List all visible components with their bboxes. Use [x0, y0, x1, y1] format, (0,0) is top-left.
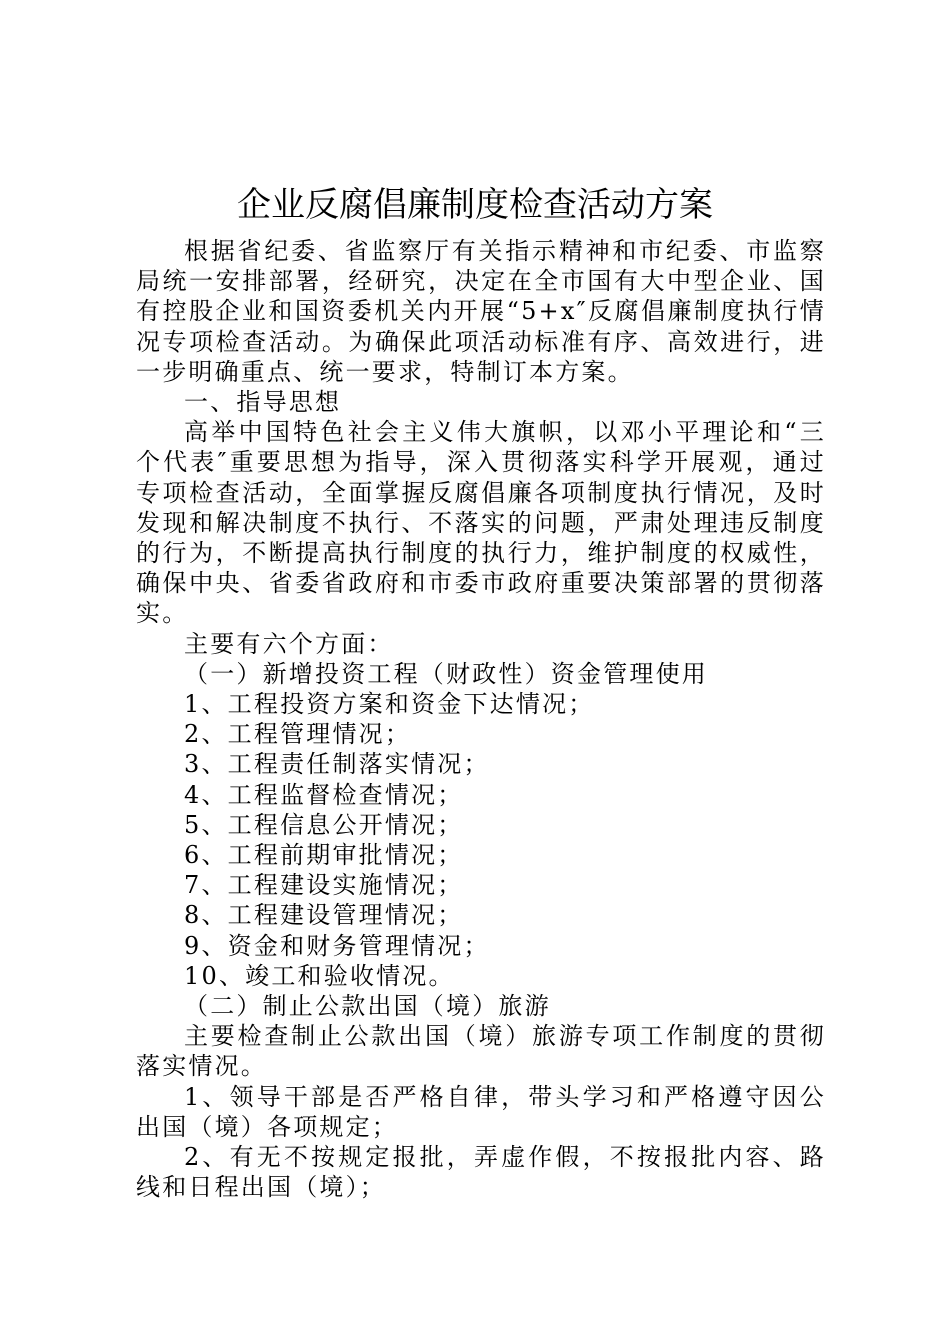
- document-title: 企业反腐倡廉制度检查活动方案: [237, 185, 713, 225]
- list-item: 5、工程信息公开情况；: [184, 810, 464, 839]
- list-item: 6、工程前期审批情况；: [184, 841, 464, 870]
- paragraph-intro: 根据省纪委、省监察厅有关指示精神和市纪委、市监察局统一安排部署，经研究，决定在全市国有大中型企业、国有控股企业和国资委机关内开展“5+x″反腐倡廉制度执行情况专项检查活动。为确保此项活动标准有序、高效进行，进一步明确重点、统一要求，特制订本方案。: [136, 237, 826, 386]
- list-item: 9、资金和财务管理情况；: [184, 931, 490, 960]
- subsection-heading-overseas-travel: （二）制止公款出国（境）旅游: [184, 992, 551, 1021]
- paragraph-guiding-ideology: 高举中国特色社会主义伟大旗帜，以邓小平理论和“三个代表″重要思想为指导，深入贯彻落实科学开展观，通过专项检查活动，全面掌握反腐倡廉各项制度执行情况，及时发现和解决制度不执行、不落实的问题，严肃处理违反制度的行为，不断提高执行制度的执行力，维护制度的权威性，确保中央、省委省政府和市委市政府重要决策部署的贯彻落实。: [136, 418, 826, 628]
- paragraph-six-aspects: 主要有六个方面：: [184, 629, 394, 658]
- list-item: 2、有无不按规定报批，弄虚作假，不按报批内容、路线和日程出国（境）；: [136, 1143, 826, 1202]
- list-item: 1、领导干部是否严格自律，带头学习和严格遵守因公出国（境）各项规定；: [136, 1082, 826, 1141]
- list-item: 8、工程建设管理情况；: [184, 901, 464, 930]
- list-item: 10、竣工和验收情况。: [184, 961, 455, 990]
- section-heading-guiding-ideology: 一、指导思想: [184, 388, 342, 417]
- paragraph-overseas-travel: 主要检查制止公款出国（境）旅游专项工作制度的贯彻落实情况。: [136, 1022, 826, 1081]
- document-body: [136, 236, 826, 1203]
- list-item: 3、工程责任制落实情况；: [184, 750, 490, 779]
- list-item: 2、工程管理情况；: [184, 720, 412, 749]
- subsection-heading-investment: （一）新增投资工程（财政性）资金管理使用: [184, 659, 708, 688]
- list-item: 7、工程建设实施情况；: [184, 871, 464, 900]
- list-item: 4、工程监督检查情况；: [184, 780, 464, 809]
- list-item: 1、工程投资方案和资金下达情况；: [184, 690, 595, 719]
